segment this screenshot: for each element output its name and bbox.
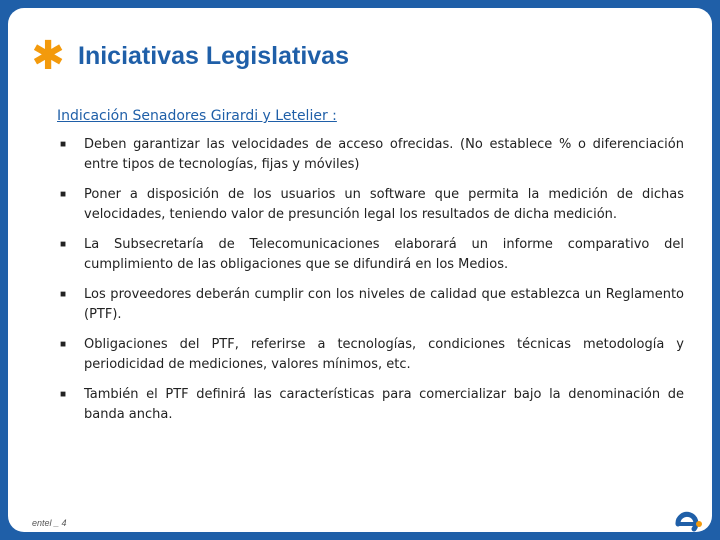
page-title: Iniciativas Legislativas (78, 41, 349, 70)
list-item (60, 235, 684, 275)
list-item (60, 385, 684, 425)
bullet-marker-icon: ■ (60, 389, 67, 400)
list-item (60, 185, 684, 225)
bullet-marker-icon: ■ (60, 289, 67, 300)
bullet-text: Poner a disposición de los usuarios un software que permita la medición de dichas velocidades, teniendo valor de presunción legal los resultados de dicha medición. (84, 187, 684, 222)
section-subtitle: Indicación Senadores Girardi y Letelier : (57, 108, 337, 124)
bullet-text: Deben garantizar las velocidades de acceso ofrecidas. (No establece % o diferenciación entre tipos de tecnologías, fijas y móviles) (84, 137, 684, 172)
bullet-marker-icon: ■ (60, 189, 67, 200)
footer-page-label: entel _ 4 (32, 518, 67, 528)
bullet-marker-icon: ■ (60, 239, 67, 250)
bullet-marker-icon: ■ (60, 139, 67, 150)
bullet-text: La Subsecretaría de Telecomunicaciones elaborará un informe comparativo del cumplimiento de las obligaciones que se difundirá en los Medios. (84, 237, 684, 272)
bullet-marker-icon: ■ (60, 339, 67, 350)
entel-logo-icon (674, 510, 702, 532)
bullet-list (60, 135, 684, 435)
slide (8, 8, 712, 532)
header (28, 33, 349, 79)
list-item (60, 135, 684, 175)
asterisk-icon: ✱ (31, 33, 65, 79)
list-item (60, 285, 684, 325)
bullet-text: También el PTF definirá las características para comercializar bajo la denominación de banda ancha. (84, 387, 684, 422)
bullet-text: Los proveedores deberán cumplir con los niveles de calidad que establezca un Reglamento (PTF). (84, 287, 684, 322)
list-item (60, 335, 684, 375)
bullet-text: Obligaciones del PTF, referirse a tecnologías, condiciones técnicas metodología y periodicidad de mediciones, valores mínimos, etc. (84, 337, 684, 372)
